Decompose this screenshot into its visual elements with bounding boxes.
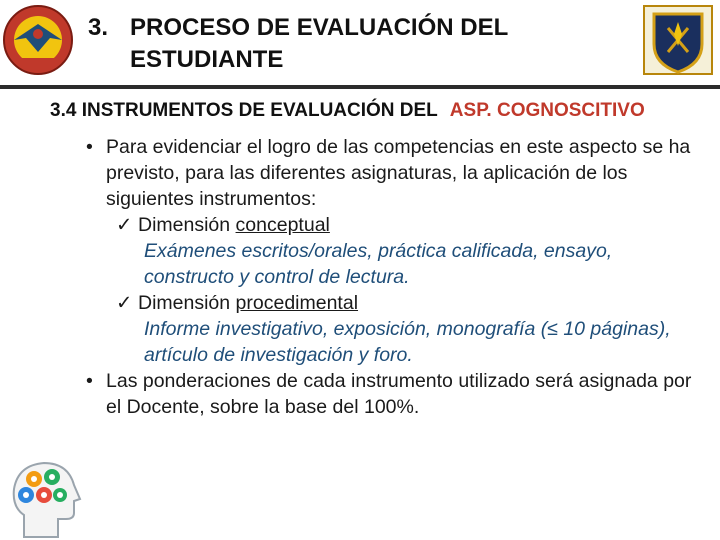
head-gears-icon: [4, 455, 84, 540]
dimension-detail: Informe investigativo, exposición, monografía (≤ 10 páginas), artículo de investigación y foro.: [144, 318, 671, 366]
university-crest-icon: [2, 4, 74, 76]
title-line-1: PROCESO DE EVALUACIÓN DEL: [130, 14, 509, 41]
bullet-item: [86, 368, 706, 420]
bullet-icon: •: [86, 136, 93, 158]
check-label: [138, 290, 358, 316]
bullet-icon: •: [86, 370, 93, 392]
military-shield-icon: [642, 4, 714, 76]
section-subtitle: [50, 98, 645, 124]
bullet-item: [86, 134, 706, 212]
dimension-prefix: Dimensión: [138, 214, 231, 236]
dimension-prefix: Dimensión: [138, 292, 231, 314]
title-number: 3.: [88, 14, 109, 41]
check-icon: ✓: [116, 292, 133, 314]
dimension-name: procedimental: [235, 292, 359, 314]
check-icon: ✓: [116, 214, 133, 236]
dimension-detail: Exámenes escritos/orales, práctica calificada, ensayo, constructo y control de lectura.: [144, 240, 613, 288]
check-item: [116, 212, 706, 238]
content-body: [86, 134, 706, 420]
subtitle-main: 3.4 INSTRUMENTOS DE EVALUACIÓN DEL: [50, 100, 438, 121]
bullet-text: Las ponderaciones de cada instrumento utilizado será asignada por el Docente, sobre la base del 100%.: [106, 370, 692, 418]
title-line-2: ESTUDIANTE: [130, 46, 284, 73]
check-label: [138, 212, 330, 238]
header-divider: [0, 85, 720, 89]
check-item: [116, 290, 706, 316]
bullet-text: Para evidenciar el logro de las competencias en este aspecto se ha previsto, para las diferentes asignaturas, la aplicación de los siguientes instrumentos:: [106, 136, 691, 210]
page-title: [88, 12, 508, 76]
subtitle-accent: ASP. COGNOSCITIVO: [449, 100, 645, 121]
dimension-name: conceptual: [235, 214, 330, 236]
title-text: [130, 12, 508, 76]
